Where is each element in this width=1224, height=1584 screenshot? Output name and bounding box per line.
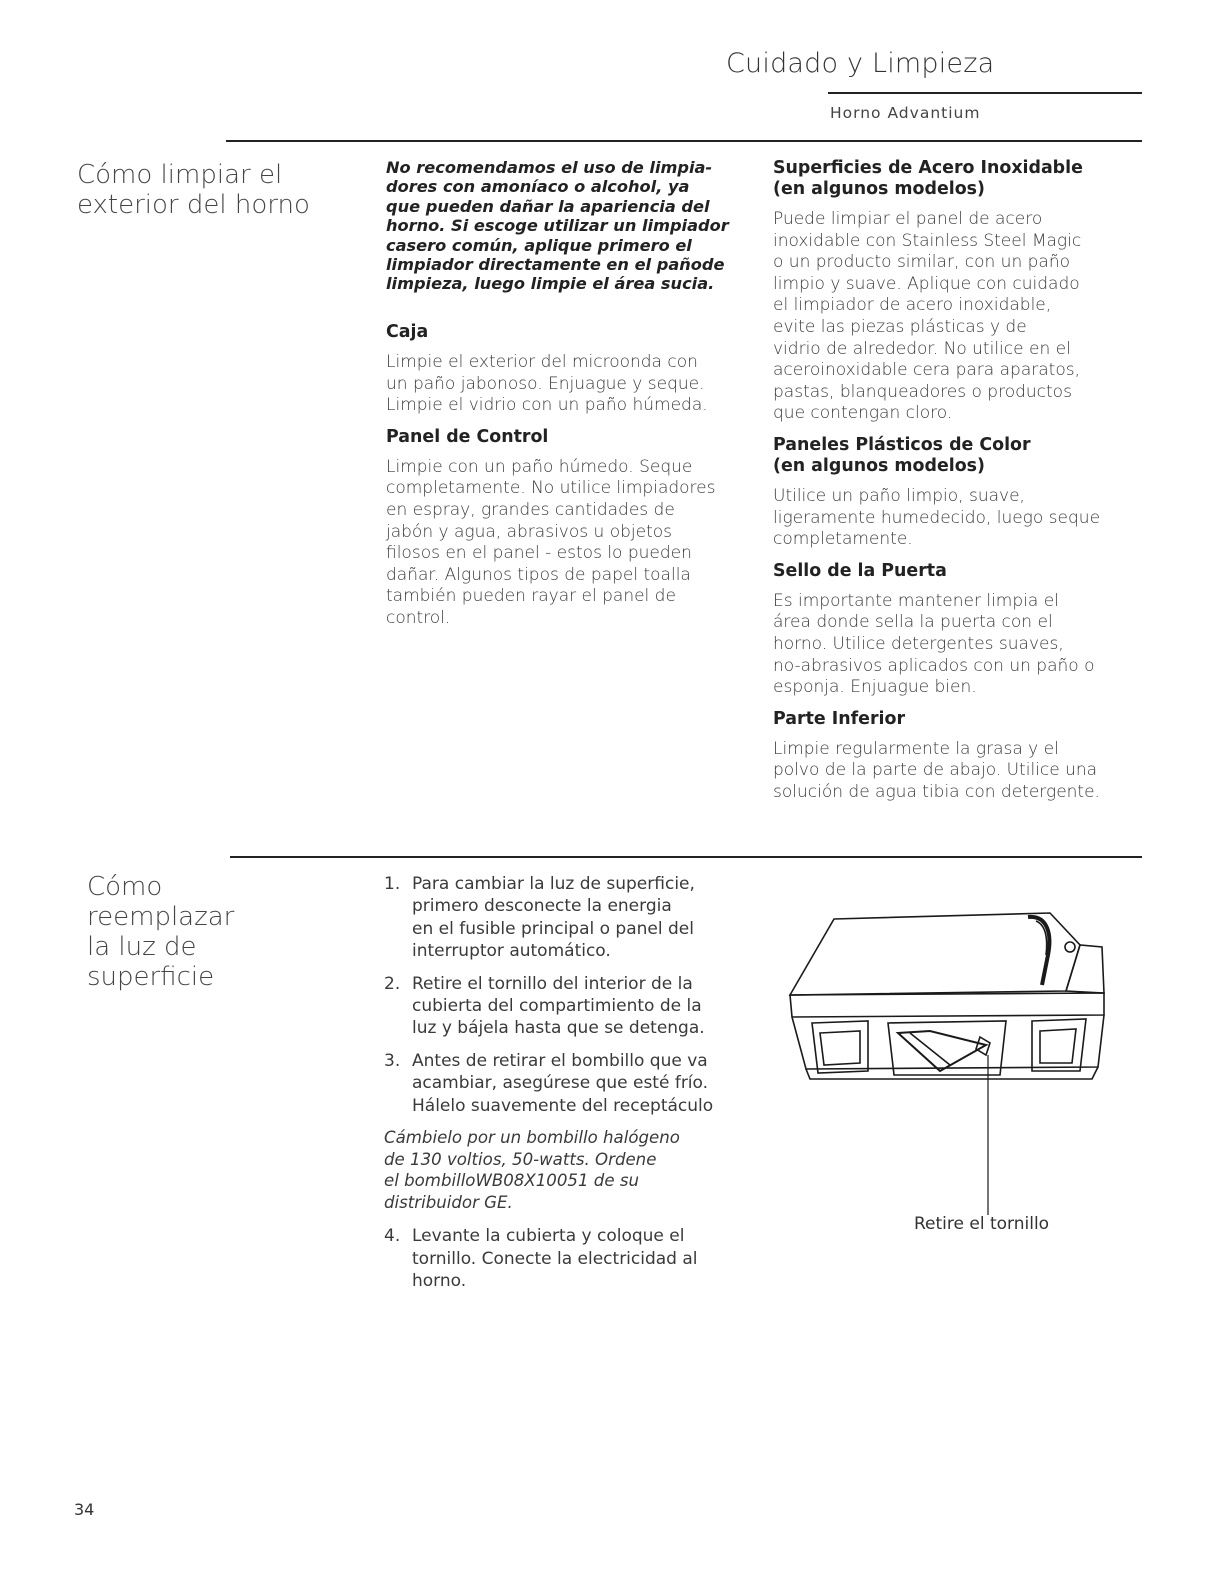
subheading-sello: Sello de la Puerta (773, 560, 947, 581)
warning-line: limpieza, luego limpie el área sucia. (386, 274, 715, 294)
warning-line: horno. Si escoge utilizar un limpiador (386, 216, 729, 236)
warning-paragraph (386, 158, 756, 294)
section-title-replace-light (87, 872, 234, 992)
text-line: polvo de la parte de abajo. Utilice una (773, 760, 1098, 781)
text-line: control. (386, 607, 451, 628)
paragraph-sello (773, 591, 1143, 699)
middle-column (386, 322, 756, 640)
text-line: de 130 voltios, 50-watts. Ordene (384, 1149, 657, 1169)
text-line: inoxidable con Stainless Steel Magic (773, 230, 1082, 251)
text-line: Limpie regularmente la grasa y el (773, 738, 1059, 759)
warning-line: limpiador directamente en el pañode (386, 255, 725, 275)
text-line: Retire el tornillo del interior de la (412, 973, 693, 994)
text-line: un paño jabonoso. Enjuague y seque. (386, 373, 705, 394)
text-line: Limpie el vidrio con un paño húmeda. (386, 395, 708, 416)
text-line: interruptor automático. (412, 941, 611, 962)
step-number: 3. (384, 1050, 401, 1071)
text-line: dañar. Algunos tipos de papel toalla (386, 564, 691, 585)
step-item (384, 1050, 764, 1117)
text-line: Levante la cubierta y coloque el (412, 1226, 685, 1247)
text-line: completamente. (773, 529, 913, 550)
step-text (412, 973, 705, 1040)
text-line: solución de agua tibia con detergente. (773, 781, 1100, 802)
text-line: luz y bájela hasta que se detenga. (412, 1018, 705, 1039)
paragraph-plasticos (773, 486, 1143, 551)
oven-light-cover-illustration (780, 895, 1140, 1215)
text-line: aceroinoxidable cera para aparatos, (773, 360, 1080, 381)
warning-line: que pueden dañar la apariencia del (386, 196, 710, 216)
step-number: 2. (384, 973, 401, 994)
text-line: jabón y agua, abrasivos u objetos (386, 521, 672, 542)
warning-line: casero común, aplique primero el (386, 235, 692, 255)
text-line: Utilice un paño limpio, suave, (773, 485, 1025, 506)
text-line: Limpie el exterior del microonda con (386, 352, 698, 372)
heading-line: Paneles Plásticos de Color (773, 434, 1031, 455)
subheading-panel-control: Panel de Control (386, 426, 549, 447)
steps-list (384, 873, 764, 1303)
section-divider (230, 856, 1142, 858)
text-line: horno. (412, 1271, 467, 1292)
figure-caption: Retire el tornillo (914, 1214, 1050, 1234)
text-line: pastas, blanqueadores o productos (773, 381, 1072, 402)
text-line: evite las piezas plásticas y de (773, 316, 1027, 337)
right-column (773, 158, 1143, 813)
page-header-subtitle: Horno Advantium (830, 104, 981, 122)
text-line: Puede limpiar el panel de acero (773, 209, 1043, 229)
text-line: área donde sella la puerta con el (773, 612, 1053, 633)
section-title-line: la luz de (87, 932, 197, 962)
bulb-note (384, 1127, 764, 1213)
text-line: cubierta del compartimiento de la (412, 996, 702, 1017)
text-line: Limpie con un paño húmedo. Seque (386, 456, 693, 477)
text-line: vidrio de alrededor. No utilice en el (773, 338, 1071, 359)
text-line: no-abrasivos aplicados con un paño o (773, 655, 1095, 676)
text-line: horno. Utilice detergentes suaves, (773, 633, 1064, 654)
section-divider (226, 140, 1142, 142)
text-line: Antes de retirar el bombillo que va (412, 1050, 708, 1071)
text-line: que contengan cloro. (773, 403, 953, 424)
warning-line: dores con amoníaco o alcohol, ya (386, 177, 690, 197)
warning-line: No recomendamos el uso de limpia- (386, 158, 713, 177)
paragraph-inferior (773, 739, 1143, 804)
header-rule (828, 92, 1142, 94)
text-line: distribuidor GE. (384, 1192, 513, 1212)
heading-line: Superficies de Acero Inoxidable (773, 158, 1083, 178)
text-line: o un producto similar, con un paño (773, 252, 1071, 273)
subheading-inferior: Parte Inferior (773, 708, 906, 729)
paragraph-panel-control (386, 457, 756, 630)
subheading-caja: Caja (386, 322, 429, 342)
step-item (384, 1225, 764, 1292)
subheading-acero (773, 158, 1143, 200)
text-line: Hálelo suavemente del receptáculo (412, 1095, 714, 1116)
text-line: en el fusible principal o panel del (412, 918, 694, 939)
oven-top-outline (790, 913, 1080, 995)
section-title-line: superficie (87, 962, 215, 992)
text-line: filosos en el panel - estos lo pueden (386, 543, 692, 564)
step-text (412, 1050, 713, 1117)
paragraph-acero (773, 209, 1143, 425)
step-number: 4. (384, 1226, 401, 1247)
subheading-plasticos (773, 435, 1143, 477)
section-title-line: Cómo limpiar el (77, 160, 283, 190)
text-line: Cámbielo por un bombillo halógeno (384, 1128, 680, 1148)
text-line: limpio y suave. Aplique con cuidado (773, 273, 1080, 294)
step-text (412, 873, 695, 963)
text-line: completamente. No utilice limpiadores (386, 478, 716, 499)
text-line: acambiar, asegúrese que esté frío. (412, 1073, 709, 1094)
section-title-line: reemplazar (87, 902, 235, 932)
step-item (384, 973, 764, 1040)
page-number: 34 (74, 1500, 95, 1519)
page-header-title: Cuidado y Limpieza (726, 48, 995, 79)
step-number: 1. (384, 874, 401, 894)
text-line: también pueden rayar el panel de (386, 586, 676, 607)
heading-line: (en algunos modelos) (773, 179, 985, 199)
text-line: en espray, grandes cantidades de (386, 499, 675, 520)
text-line: el bombilloWB08X10051 de su (384, 1171, 639, 1191)
section-title-line: Cómo (87, 872, 163, 902)
text-line: Es importante mantener limpia el (773, 590, 1059, 611)
text-line: primero desconecte la energia (412, 896, 672, 917)
text-line: ligeramente humedecido, luego seque (773, 507, 1101, 528)
section-title-line: exterior del horno (77, 190, 310, 220)
text-line: tornillo. Conecte la electricidad al (412, 1248, 698, 1269)
step-item (384, 873, 764, 963)
text-line: esponja. Enjuague bien. (773, 677, 977, 698)
step-text (412, 1225, 698, 1292)
paragraph-caja (386, 352, 756, 417)
text-line: el limpiador de acero inoxidable, (773, 295, 1052, 316)
text-line: Para cambiar la luz de superficie, (412, 874, 695, 894)
heading-line: (en algunos modelos) (773, 455, 985, 476)
section-title-clean-exterior (77, 160, 310, 220)
